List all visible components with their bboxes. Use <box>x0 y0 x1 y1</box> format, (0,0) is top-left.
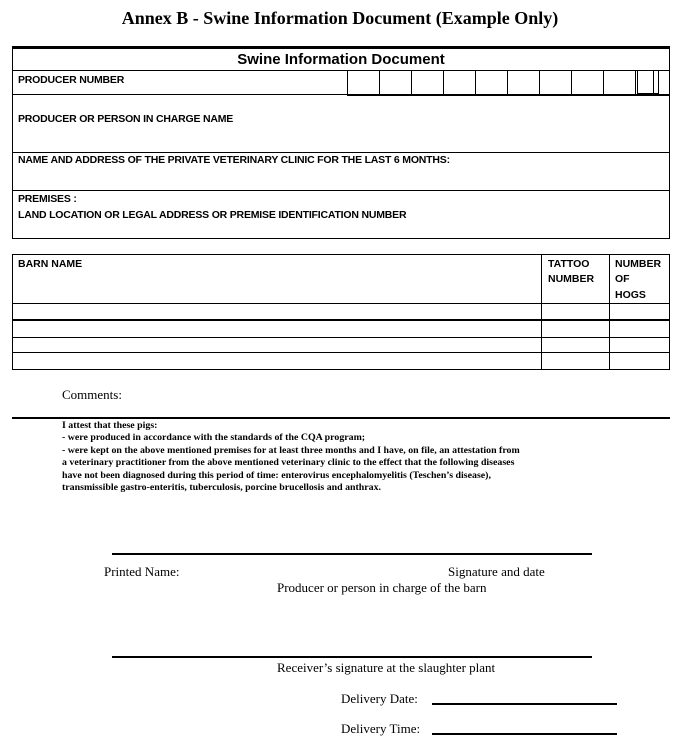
digit-box <box>379 71 411 94</box>
premises-label: PREMISES : <box>18 193 77 205</box>
producer-caption: Producer or person in charge of the barn <box>277 580 487 595</box>
form-divider <box>13 94 347 95</box>
digit-box <box>475 71 507 94</box>
land-location-label: LAND LOCATION OR LEGAL ADDRESS OR PREMISE IDENTIFICATION NUMBER <box>18 209 407 221</box>
delivery-time-label: Delivery Time: <box>341 721 421 736</box>
attestation-line: transmissible gastro-enteritis, tuberculosis, porcine brucellosis and anthrax. <box>62 482 382 494</box>
producer-name-label: PRODUCER OR PERSON IN CHARGE NAME <box>18 113 234 125</box>
digit-box <box>443 71 475 94</box>
form-divider <box>347 94 669 96</box>
barn-name-header: BARN NAME <box>18 258 83 270</box>
table-row[interactable] <box>13 304 541 318</box>
tattoo-header-line1: TATTOO <box>548 258 590 270</box>
comments-label: Comments: <box>62 387 122 402</box>
form-title: Swine Information Document <box>237 51 445 68</box>
form-divider <box>13 152 669 153</box>
digit-box <box>411 71 443 94</box>
producer-signature-line[interactable] <box>112 553 592 555</box>
attestation-text <box>62 420 622 494</box>
producer-name-input[interactable] <box>13 125 669 151</box>
comments-divider <box>12 417 670 419</box>
attestation-line: I attest that these pigs: <box>62 420 158 431</box>
hogs-header-line1: NUMBER <box>615 258 662 270</box>
digit-box-check <box>637 71 659 94</box>
receiver-caption: Receiver’s signature at the slaughter plant <box>277 660 496 675</box>
clinic-label: NAME AND ADDRESS OF THE PRIVATE VETERINARY CLINIC FOR THE LAST 6 MONTHS: <box>18 154 450 166</box>
form-divider <box>13 190 669 191</box>
attestation-line: - were kept on the above mentioned premises for at least three months and I have, on file, an attestation from <box>62 444 520 456</box>
attestation-line: - were produced in accordance with the standards of the CQA program; <box>62 432 366 444</box>
swine-info-form <box>12 46 670 239</box>
digit-box <box>347 71 379 94</box>
table-row[interactable] <box>13 321 541 336</box>
attestation-line: have not been diagnosed during this period of time: enterovirus encephalomyelitis (Teschen’s disease), <box>62 469 491 481</box>
signature-date-label: Signature and date <box>448 564 545 579</box>
delivery-date-input[interactable] <box>432 703 617 705</box>
premises-input[interactable] <box>13 222 669 238</box>
hogs-header-line2: OF <box>615 273 630 285</box>
hogs-header-line3: HOGS <box>615 289 646 301</box>
clinic-input[interactable] <box>13 167 669 189</box>
digit-box <box>603 71 635 94</box>
barn-table <box>12 254 670 370</box>
receiver-signature-line[interactable] <box>112 656 592 658</box>
table-row[interactable] <box>13 353 541 368</box>
delivery-date-label: Delivery Date: <box>341 691 418 706</box>
digit-box <box>539 71 571 94</box>
page-title: Annex B - Swine Information Document (Example Only) <box>121 8 559 28</box>
table-row[interactable] <box>13 338 541 351</box>
tattoo-header-line2: NUMBER <box>548 273 595 285</box>
printed-name-label: Printed Name: <box>104 564 180 579</box>
attestation-line: a veterinary practitioner from the above mentioned veterinary clinic to the effect that the following diseases <box>62 457 515 469</box>
producer-number-label: PRODUCER NUMBER <box>18 74 125 86</box>
digit-box <box>507 71 539 94</box>
digit-box <box>571 71 603 94</box>
delivery-time-input[interactable] <box>432 733 617 735</box>
producer-number-input[interactable] <box>347 71 669 94</box>
